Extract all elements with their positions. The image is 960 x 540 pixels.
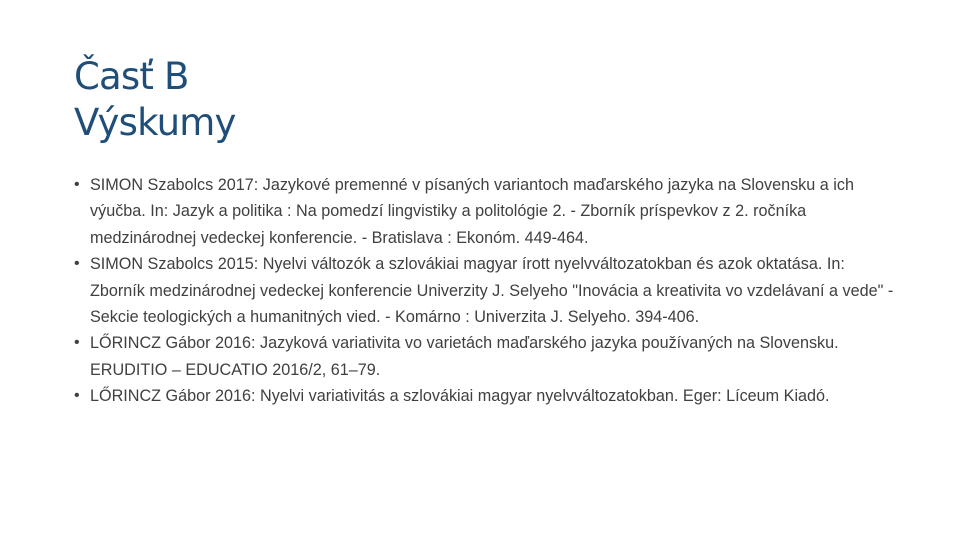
reference-item: [74, 251, 894, 330]
bullet-icon: •: [74, 387, 80, 405]
reference-text: LŐRINCZ Gábor 2016: Jazyková variativita vo varietách maďarského jazyka používaných na Slovensku. ERUDITIO – EDUCATIO 2016/2, 61–79.: [90, 334, 839, 379]
reference-text: SIMON Szabolcs 2017: Jazykové premenné v písaných variantoch maďarského jazyka na Slovensku a ich výučba. In: Jazyk a politika : Na pomedzí lingvistiky a politológie 2. - Zborník príspevkov z 2. ročníka medzinárodnej vedeckej konferencie. - Bratislava : Ekonóm. 449-464.: [90, 176, 854, 247]
bullet-icon: •: [74, 255, 80, 273]
slide-title-line-1: Časť B: [74, 55, 189, 98]
reference-item: [74, 330, 894, 383]
bullet-icon: •: [74, 176, 80, 193]
reference-item: [74, 383, 894, 409]
bullet-icon: •: [74, 334, 80, 352]
reference-text: LŐRINCZ Gábor 2016: Nyelvi variativitás a szlovákiai magyar nyelvváltozatokban. Eger: Líceum Kiadó.: [90, 387, 830, 406]
reference-text: SIMON Szabolcs 2015: Nyelvi változók a szlovákiai magyar írott nyelvváltozatokban és azok oktatása. In: Zborník medzinárodnej vedeckej konferencie Univerzity J. Selyeho "Inovácia a kreativita vo vzdelávaní a vede" - Sekcie teologických a humanitných vied. - Komárno : Univerzita J. Selyeho. 394-406.: [90, 255, 894, 327]
slide-title: [74, 54, 894, 146]
slide-title-line-2: Výskumy: [74, 101, 236, 144]
reference-item: [74, 172, 894, 251]
reference-list: [74, 172, 894, 410]
